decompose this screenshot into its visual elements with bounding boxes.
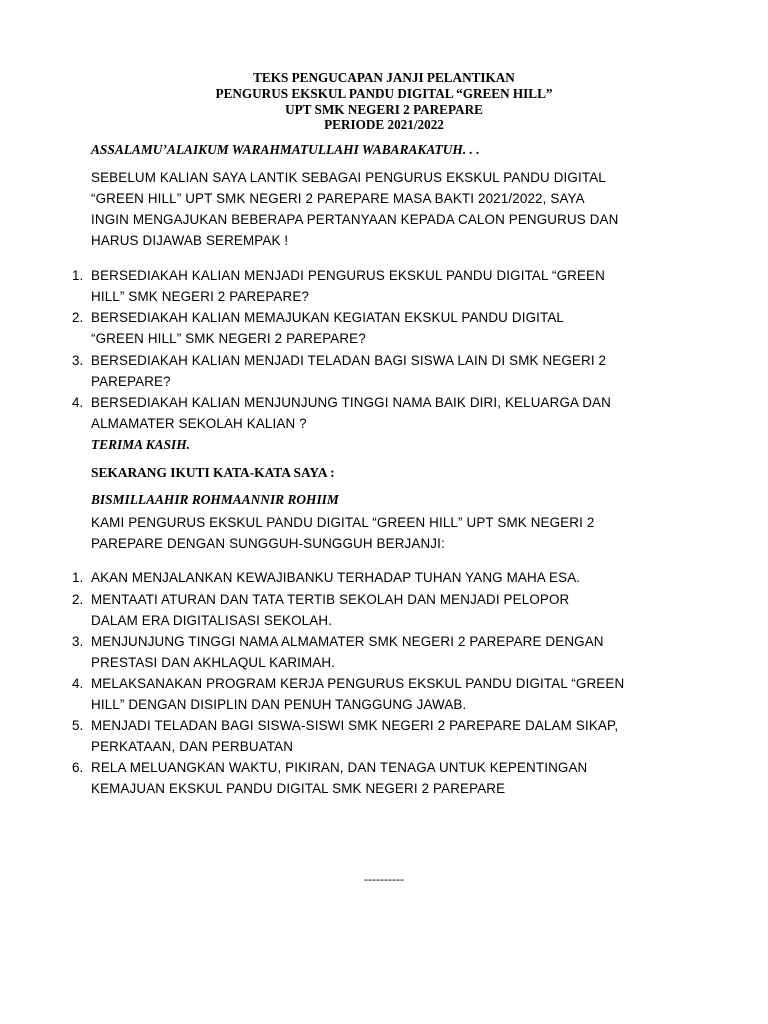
question-number: 1. [72,268,84,283]
pledge-text: KEMAJUAN EKSKUL PANDU DIGITAL SMK NEGERI 2 PAREPARE [91,781,506,796]
intro-line: INGIN MENGAJUKAN BEBERAPA PERTANYAAN KEPADA CALON PENGURUS DAN [91,212,619,227]
pledge-text: MENJUNJUNG TINGGI NAMA ALMAMATER SMK NEGERI 2 PAREPARE DENGAN [91,634,604,649]
pledge-text: PERKATAAN, DAN PERBUATAN [91,739,294,754]
pledge-number: 4. [72,676,84,691]
pledge-text: MENJADI TELADAN BAGI SISWA-SISWI SMK NEGERI 2 PAREPARE DALAM SIKAP, [91,718,619,733]
follow-instruction: SEKARANG IKUTI KATA-KATA SAYA : [91,465,335,480]
question-text: BERSEDIAKAH KALIAN MENJUNJUNG TINGGI NAMA BAIK DIRI, KELUARGA DAN [91,395,611,410]
document-title-line-2: PENGURUS EKSKUL PANDU DIGITAL “GREEN HILL” [215,86,553,101]
question-number: 4. [72,395,84,410]
question-number: 2. [72,310,84,325]
greeting: ASSALAMU’ALAIKUM WARAHMATULLAHI WABARAKATUH. . . [91,142,480,157]
pledge-text: MENTAATI ATURAN DAN TATA TERTIB SEKOLAH DAN MENJADI PELOPOR [91,592,570,607]
pledge-text: AKAN MENJALANKAN KEWAJIBANKU TERHADAP TUHAN YANG MAHA ESA. [91,570,581,585]
question-text: BERSEDIAKAH KALIAN MEMAJUKAN KEGIATAN EKSKUL PANDU DIGITAL [91,310,565,325]
pledge-text: MELAKSANAKAN PROGRAM KERJA PENGURUS EKSKUL PANDU DIGITAL “GREEN [91,676,625,691]
document-title-line-4: PERIODE 2021/2022 [324,117,444,132]
pledge-text: HILL” DENGAN DISIPLIN DAN PENUH TANGGUNG JAWAB. [91,697,467,712]
intro-line: “GREEN HILL” UPT SMK NEGERI 2 PAREPARE MASA BAKTI 2021/2022, SAYA [91,191,585,206]
document-title-line-3: UPT SMK NEGERI 2 PAREPARE [285,102,483,117]
pledge-intro-line: KAMI PENGURUS EKSKUL PANDU DIGITAL “GREEN HILL” UPT SMK NEGERI 2 [91,515,595,530]
question-text: ALMAMATER SEKOLAH KALIAN ? [91,416,307,431]
pledge-text: RELA MELUANGKAN WAKTU, PIKIRAN, DAN TENAGA UNTUK KEPENTINGAN [91,760,588,775]
pledge-text: PRESTASI DAN AKHLAQUL KARIMAH. [91,655,336,670]
intro-line: SEBELUM KALIAN SAYA LANTIK SEBAGAI PENGURUS EKSKUL PANDU DIGITAL [91,170,606,185]
question-text: “GREEN HILL” SMK NEGERI 2 PAREPARE? [91,331,366,346]
question-text: PAREPARE? [91,374,171,389]
pledge-number: 1. [72,570,84,585]
question-number: 3. [72,353,84,368]
question-text: BERSEDIAKAH KALIAN MENJADI PENGURUS EKSKUL PANDU DIGITAL “GREEN [91,268,605,283]
pledge-intro-line: PAREPARE DENGAN SUNGGUH-SUNGGUH BERJANJI: [91,536,445,551]
document-title-line-1: TEKS PENGUCAPAN JANJI PELANTIKAN [253,70,515,85]
pledge-number: 5. [72,718,84,733]
pledge-number: 6. [72,760,84,775]
pledge-text: DALAM ERA DIGITALISASI SEKOLAH. [91,613,333,628]
pledge-number: 2. [72,592,84,607]
question-text: HILL” SMK NEGERI 2 PAREPARE? [91,289,310,304]
end-separator: ---------- [364,872,404,886]
thanks-text: TERIMA KASIH. [91,437,190,452]
question-text: BERSEDIAKAH KALIAN MENJADI TELADAN BAGI SISWA LAIN DI SMK NEGERI 2 [91,353,607,368]
basmalah: BISMILLAAHIR ROHMAANNIR ROHIIM [91,492,339,507]
intro-line: HARUS DIJAWAB SEREMPAK ! [91,233,289,248]
pledge-number: 3. [72,634,84,649]
